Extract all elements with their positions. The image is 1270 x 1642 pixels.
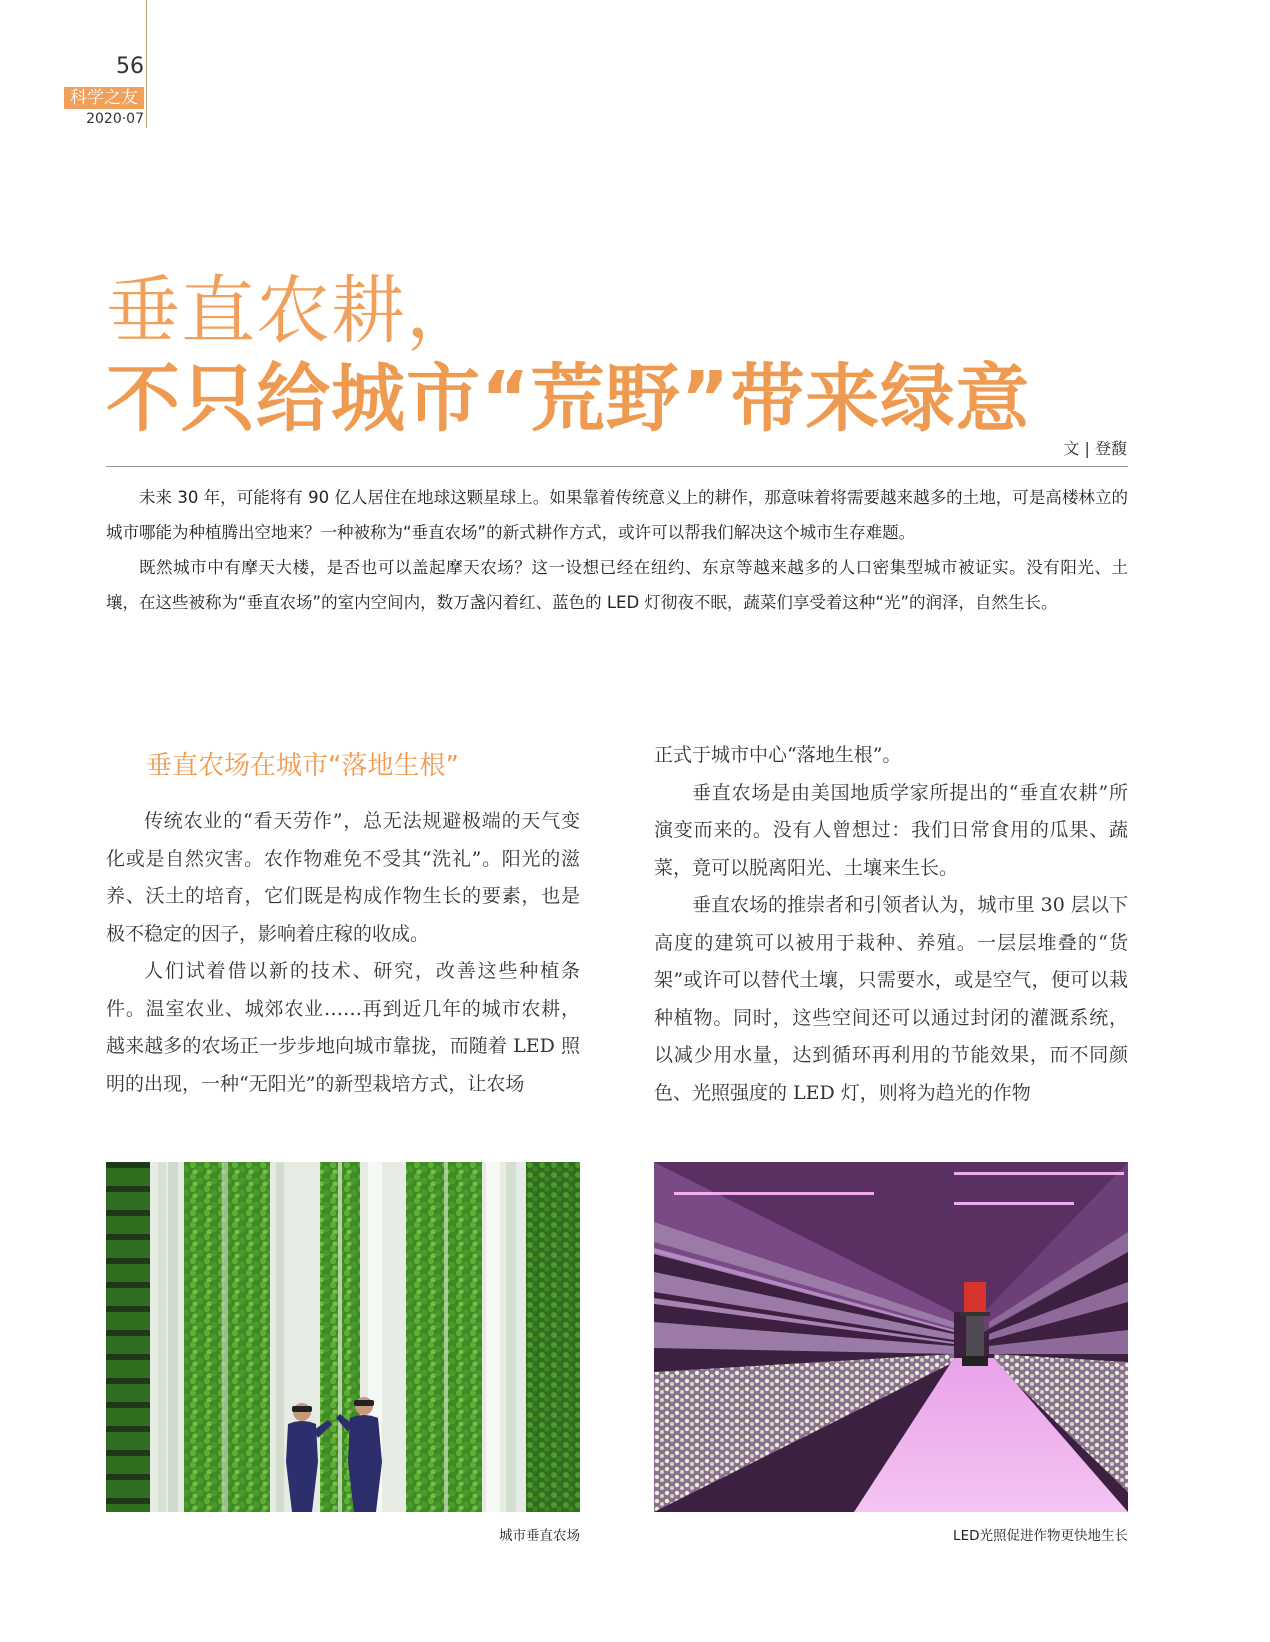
intro-paragraph: 既然城市中有摩天大楼，是否也可以盖起摩天农场？这一设想已经在纽约、东京等越来越多的人口密集型城市被证实。没有阳光、土壤，在这些被称为“垂直农场”的室内空间内，数万盏闪着红、蓝色的 LED 灯彻夜不眠，蔬菜们享受着这种“光”的润泽，自然生长。 xyxy=(106,558,1128,612)
body-paragraph: 正式于城市中心“落地生根”。 xyxy=(654,744,902,766)
title-divider xyxy=(106,466,1128,467)
section-title: 垂直农场在城市“落地生根” xyxy=(146,751,459,781)
article-title-line1: 垂直农耕， xyxy=(106,268,481,354)
header-rule xyxy=(146,0,147,128)
byline: 文 | 登馥 xyxy=(1063,439,1127,458)
body-paragraph: 传统农业的“看天劳作”，总无法规避极端的天气变化或是自然灾害。农作物难免不受其“洗礼”。阳光的滋养、沃土的培育，它们既是构成作物生长的要素，也是极不稳定的因子，影响着庄稼的收成。 xyxy=(106,810,580,945)
intro-paragraph: 未来 30 年，可能将有 90 亿人居住在地球这颗星球上。如果靠着传统意义上的耕作，那意味着将需要越来越多的土地，可是高楼林立的城市哪能为种植腾出空地来？一种被称为“垂直农场”的新式耕作方式，或许可以帮我们解决这个城市生存难题。 xyxy=(106,488,1128,542)
photo-caption: LED光照促进作物更快地生长 xyxy=(953,1528,1128,1544)
body-column-right xyxy=(654,737,1128,1112)
photo-caption: 城市垂直农场 xyxy=(499,1528,580,1544)
article-intro xyxy=(106,480,1128,620)
led-farm-photo xyxy=(654,1162,1128,1512)
magazine-name: 科学之友 xyxy=(64,87,144,109)
vertical-farm-photo xyxy=(106,1162,580,1512)
body-paragraph: 垂直农场是由美国地质学家所提出的“垂直农耕”所演变而来的。没有人曾想过：我们日常食用的瓜果、蔬菜，竟可以脱离阳光、土壤来生长。 xyxy=(654,781,1128,879)
body-paragraph: 垂直农场的推崇者和引领者认为，城市里 30 层以下高度的建筑可以被用于栽种、养殖。一层层堆叠的“货架”或许可以替代土壤，只需要水，或是空气，便可以栽种植物。同时，这些空间还可以通过封闭的灌溉系统，以减少用水量，达到循环再利用的节能效果，而不同颜色、光照强度的 LED 灯，则将为趋光的作物 xyxy=(654,894,1128,1104)
article-title-line2: 不只给城市“荒野”带来绿意 xyxy=(106,356,1031,442)
body-paragraph: 人们试着借以新的技术、研究，改善这些种植条件。温室农业、城郊农业……再到近几年的城市农耕，越来越多的农场正一步步地向城市靠拢，而随着 LED 照明的出现，一种“无阳光”的新型栽培方式，让农场 xyxy=(106,960,580,1095)
issue-date: 2020·07 xyxy=(86,111,144,127)
page-number: 56 xyxy=(116,54,144,79)
body-column-left xyxy=(106,803,580,1103)
